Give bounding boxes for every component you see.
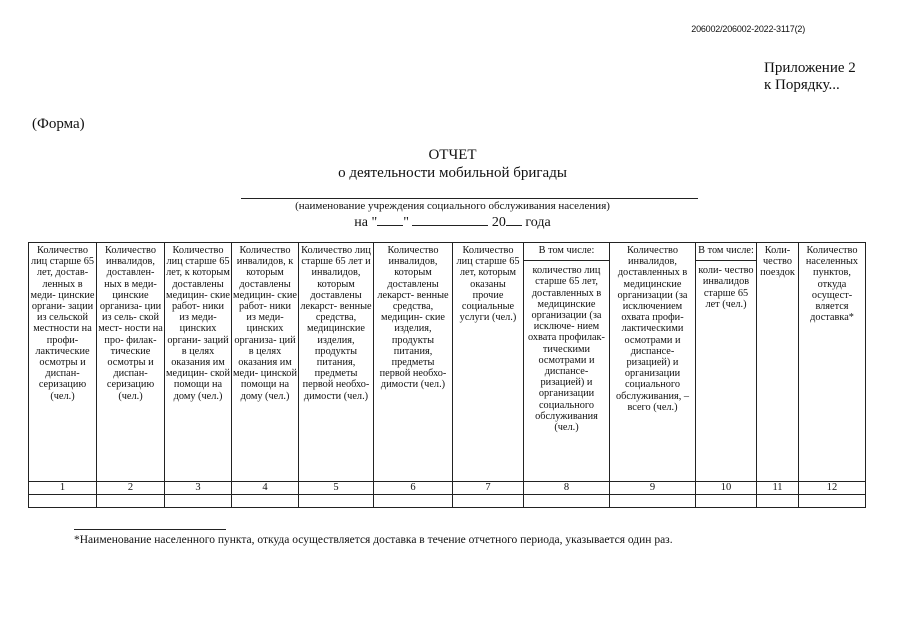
column-header-4: Количество инвалидов, к которым доставлены медицин- ские работ- ники из меди- цинских организа- ций в целях оказания им меди- цинской помощи на дому (чел.) xyxy=(232,243,299,482)
column-header-3: Количество лиц старше 65 лет, к которым доставлены медицин- ские работ- ники из меди- цинских органи- заций в целях оказания им медицин- ской помощи на дому (чел.) xyxy=(165,243,232,482)
column-header-2: Количество инвалидов, доставлен- ных в меди- цинские организа- ции из сель- ской мест- ности на про- филак- тические осмотры и диспан- серизацию (чел.) xyxy=(97,243,165,482)
report-title: ОТЧЕТ xyxy=(428,147,477,163)
column-number: 2 xyxy=(97,482,165,495)
column-header-7: Количество лиц старше 65 лет, которым оказаны прочие социальные услуги (чел.) xyxy=(453,243,524,482)
column-header-8 xyxy=(524,243,610,482)
data-cell[interactable] xyxy=(97,495,165,508)
column-header-12: Количество населенных пунктов, откуда осущест- вляется доставка* xyxy=(799,243,866,482)
appendix-line-1: Приложение 2 xyxy=(764,60,856,76)
data-cell[interactable] xyxy=(232,495,299,508)
column-10-including-label: В том числе: xyxy=(696,245,756,261)
date-suffix: года xyxy=(525,215,551,230)
appendix-reference xyxy=(764,60,856,94)
report-date-line xyxy=(0,213,905,231)
organization-caption: (наименование учреждения социального обслуживания населения) xyxy=(295,200,610,212)
column-number: 5 xyxy=(299,482,374,495)
column-10-text: коли- чество инвалидов старше 65 лет (чел.) xyxy=(698,265,754,310)
date-prefix: на " xyxy=(354,215,378,230)
data-cell[interactable] xyxy=(165,495,232,508)
form-label: (Форма) xyxy=(32,116,85,132)
footnote-text: *Наименование населенного пункта, откуда осуществляется доставка в течение отчетного периода, указывается один раз. xyxy=(74,534,673,546)
date-quote: " xyxy=(403,215,409,230)
column-number: 11 xyxy=(757,482,799,495)
data-cell[interactable] xyxy=(29,495,97,508)
data-cell[interactable] xyxy=(696,495,757,508)
column-number: 4 xyxy=(232,482,299,495)
column-header-10 xyxy=(696,243,757,482)
month-blank xyxy=(412,213,488,226)
column-number: 3 xyxy=(165,482,232,495)
year-prefix: 20 xyxy=(491,215,506,230)
column-number: 8 xyxy=(524,482,610,495)
column-number: 6 xyxy=(374,482,453,495)
table-header-row xyxy=(29,243,866,482)
column-header-6: Количество инвалидов, которым доставлены лекарст- венные средства, медицин- ские изделия, продукты питания, предметы первой необхо- димости (чел.) xyxy=(374,243,453,482)
data-cell[interactable] xyxy=(799,495,866,508)
appendix-line-2: к Порядку... xyxy=(764,77,840,93)
data-cell[interactable] xyxy=(374,495,453,508)
data-cell[interactable] xyxy=(299,495,374,508)
column-header-11: Коли- чество поездок xyxy=(757,243,799,482)
organization-name-line xyxy=(241,198,698,199)
footnote-separator xyxy=(74,529,226,530)
column-number-row xyxy=(29,482,866,495)
report-subtitle: о деятельности мобильной бригады xyxy=(338,165,567,181)
column-header-9: Количество инвалидов, доставленных в медицинские организации (за исключением охвата профи- лактическими осмотрами и диспансе- ризацией) и организации социального обслуживания, – всего (чел.) xyxy=(610,243,696,482)
day-blank xyxy=(377,213,403,226)
empty-data-row xyxy=(29,495,866,508)
data-cell[interactable] xyxy=(524,495,610,508)
column-number: 1 xyxy=(29,482,97,495)
column-8-text: количество лиц старше 65 лет, доставленных в медицинские организации (за исключе- нием охвата профилак- тическими осмотрами и диспансе- ризацией) и организации социального обслуживания (чел.) xyxy=(528,265,605,434)
column-number: 10 xyxy=(696,482,757,495)
column-8-including-label: В том числе: xyxy=(524,245,609,261)
report-table xyxy=(28,242,866,508)
data-cell[interactable] xyxy=(610,495,696,508)
column-number: 9 xyxy=(610,482,696,495)
data-cell[interactable] xyxy=(757,495,799,508)
data-cell[interactable] xyxy=(453,495,524,508)
column-header-5: Количество лиц старше 65 лет и инвалидов, которым доставлены лекарст- венные средства, медицинские изделия, продукты питания, предметы первой необхо- димости (чел.) xyxy=(299,243,374,482)
column-number: 12 xyxy=(799,482,866,495)
column-header-1: Количество лиц старше 65 лет, достав- ленных в меди- цинские органи- зации из сельской местности на профи- лактические осмотры и диспан- серизацию (чел.) xyxy=(29,243,97,482)
year-blank xyxy=(506,213,522,226)
column-number: 7 xyxy=(453,482,524,495)
document-number: 206002/206002-2022-3117(2) xyxy=(691,24,805,34)
